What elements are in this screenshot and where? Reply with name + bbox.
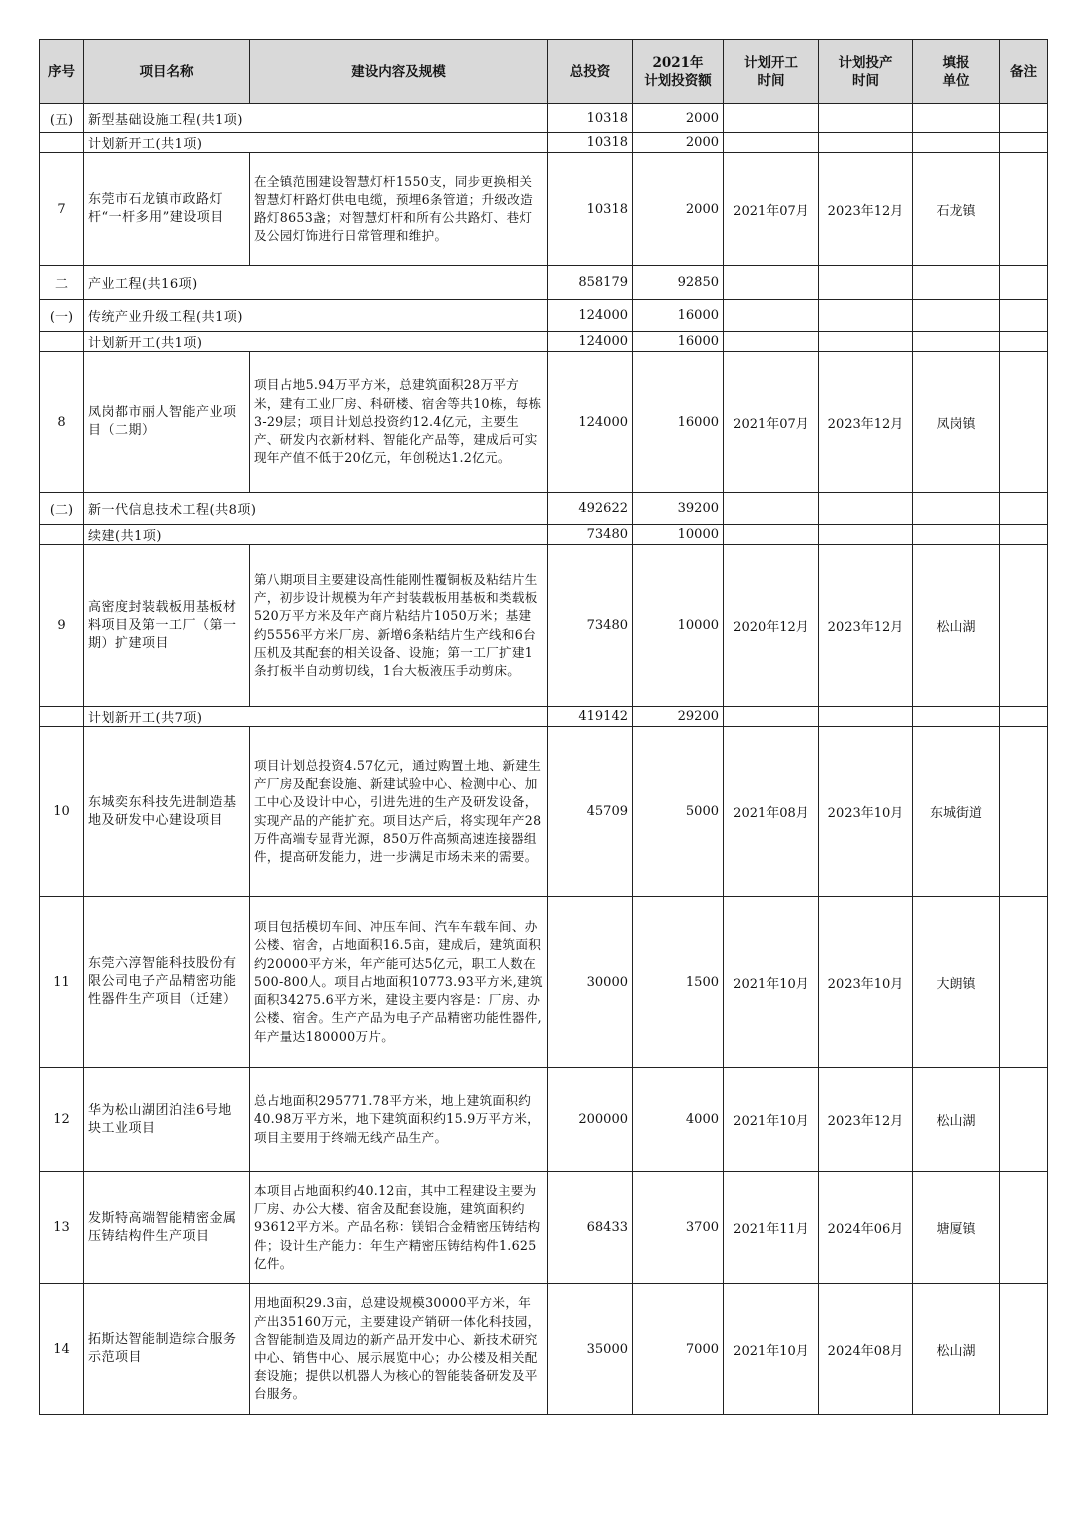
header-plan2021-line1: 2021年 [652,54,704,71]
row-invest: 858179 [548,266,633,300]
row-note [1000,352,1048,493]
row-plan: 39200 [633,493,724,525]
row-seq: (五) [40,104,84,133]
row-seq: 9 [40,545,84,707]
row-seq: (一) [40,300,84,332]
header-name: 项目名称 [84,40,250,104]
row-name: 东莞市石龙镇市政路灯杆“一杆多用”建设项目 [84,153,250,266]
row-name: 续建(共1项) [84,525,548,545]
row-plan: 1500 [633,897,724,1068]
row-invest: 35000 [548,1284,633,1415]
row-invest: 419142 [548,707,633,727]
row-name: 新一代信息技术工程(共8项) [84,493,548,525]
row-unit: 大朗镇 [913,897,1000,1068]
row-seq: 8 [40,352,84,493]
header-invest: 总投资 [548,40,633,104]
row-plan: 3700 [633,1172,724,1284]
row-start: 2020年12月 [724,545,819,707]
header-note: 备注 [1000,40,1048,104]
row-note [1000,1284,1048,1415]
row-name: 华为松山湖团泊洼6号地块工业项目 [84,1068,250,1172]
row-name: 计划新开工(共7项) [84,707,548,727]
row-name: 产业工程(共16项) [84,266,548,300]
sub-row [40,332,1048,352]
row-prod: 2023年12月 [819,545,913,707]
header-plan2021-line2: 计划投资额 [644,72,712,89]
row-content: 用地面积29.3亩，总建设规模30000平方米，年产出35160万元，主要建设产销研一体化科技园，含智能制造及周边的新产品开发中心、新技术研究中心、销售中心、展示展览中心；办公楼及相关配套设施；提供以机器人为核心的智能装备研发及平台服务。 [250,1284,548,1415]
group-row [40,266,1048,300]
row-invest: 30000 [548,897,633,1068]
project-row [40,153,1048,266]
row-invest: 45709 [548,727,633,897]
row-unit: 塘厦镇 [913,1172,1000,1284]
row-note [1000,1172,1048,1284]
row-plan: 10000 [633,545,724,707]
header-unit-line1: 填报 [942,54,970,71]
row-invest: 124000 [548,352,633,493]
row-prod: 2023年12月 [819,153,913,266]
group-row [40,493,1048,525]
row-plan: 5000 [633,727,724,897]
row-seq: 13 [40,1172,84,1284]
row-unit: 松山湖 [913,1284,1000,1415]
header-seq: 序号 [40,40,84,104]
row-invest: 492622 [548,493,633,525]
header-prod-line2: 时间 [852,72,879,89]
row-seq: 14 [40,1284,84,1415]
row-content: 项目计划总投资4.57亿元，通过购置土地、新建生产厂房及配套设施、新建试验中心、检测中心、加工中心及设计中心，引进先进的生产及研发设备，实现产品的产能扩充。项目达产后，将实现年产28万件高端专显背光源，850万件高频高速连接器组件，提高研发能力，进一步满足市场未来的需要。 [250,727,548,897]
row-seq: 二 [40,266,84,300]
row-name: 传统产业升级工程(共1项) [84,300,548,332]
row-seq: 11 [40,897,84,1068]
header-prod-line1: 计划投产 [838,54,893,71]
header-start-line2: 时间 [757,72,785,89]
row-invest: 10318 [548,153,633,266]
row-invest: 68433 [548,1172,633,1284]
project-row [40,352,1048,493]
row-prod: 2024年08月 [819,1284,913,1415]
row-invest: 124000 [548,300,633,332]
row-plan: 16000 [633,352,724,493]
row-unit: 东城街道 [913,727,1000,897]
group-row [40,300,1048,332]
header-content: 建设内容及规模 [250,40,548,104]
project-row [40,1284,1048,1415]
row-unit: 石龙镇 [913,153,1000,266]
row-start: 2021年10月 [724,1284,819,1415]
group-row [40,104,1048,133]
row-note [1000,1068,1048,1172]
project-row [40,1172,1048,1284]
project-row [40,897,1048,1068]
row-name: 新型基础设施工程(共1项) [84,104,548,133]
row-note [1000,727,1048,897]
row-start: 2021年10月 [724,1068,819,1172]
row-unit: 凤岗镇 [913,352,1000,493]
sub-row [40,707,1048,727]
row-plan: 2000 [633,153,724,266]
row-prod: 2023年12月 [819,1068,913,1172]
row-plan: 29200 [633,707,724,727]
row-unit: 松山湖 [913,545,1000,707]
row-plan: 10000 [633,525,724,545]
row-name: 高密度封装载板用基板材料项目及第一工厂（第一期）扩建项目 [84,545,250,707]
row-invest: 124000 [548,332,633,352]
row-plan: 16000 [633,332,724,352]
row-note [1000,897,1048,1068]
row-content: 总占地面积295771.78平方米，地上建筑面积约40.98万平方米，地下建筑面积约15.9万平方米，项目主要用于终端无线产品生产。 [250,1068,548,1172]
row-seq: 10 [40,727,84,897]
row-unit: 松山湖 [913,1068,1000,1172]
project-row [40,1068,1048,1172]
header-plan2021 [633,40,724,104]
row-note [1000,153,1048,266]
header-row [40,40,1048,104]
project-row [40,727,1048,897]
row-name: 凤岗都市丽人智能产业项目（二期） [84,352,250,493]
row-start: 2021年07月 [724,352,819,493]
row-content: 本项目占地面积约40.12亩，其中工程建设主要为厂房、办公大楼、宿舍及配套设施，建筑面积约93612平方米。产品名称：镁铝合金精密压铸结构件；设计生产能力：年生产精密压铸结构件1.625亿件。 [250,1172,548,1284]
row-prod: 2023年12月 [819,352,913,493]
row-start: 2021年10月 [724,897,819,1068]
row-plan: 2000 [633,133,724,153]
row-content: 项目占地5.94万平方米，总建筑面积28万平方米，建有工业厂房、科研楼、宿舍等共10栋，每栋3-29层；项目计划总投资约12.4亿元，主要生产、研发内衣新材料、智能化产品等，建成后可实现年产值不低于20亿元，年创税达1.2亿元。 [250,352,548,493]
row-note [1000,545,1048,707]
row-invest: 73480 [548,545,633,707]
row-invest: 200000 [548,1068,633,1172]
project-table [39,39,1048,1415]
row-start: 2021年08月 [724,727,819,897]
project-row [40,545,1048,707]
row-prod: 2023年10月 [819,727,913,897]
header-start [724,40,819,104]
row-seq: 7 [40,153,84,266]
row-name: 东莞六淳智能科技股份有限公司电子产品精密功能性器件生产项目（迁建） [84,897,250,1068]
row-prod: 2024年06月 [819,1172,913,1284]
row-plan: 2000 [633,104,724,133]
row-plan: 16000 [633,300,724,332]
row-seq: (二) [40,493,84,525]
sub-row [40,133,1048,153]
row-name: 东城奕东科技先进制造基地及研发中心建设项目 [84,727,250,897]
row-invest: 10318 [548,133,633,153]
header-unit [913,40,1000,104]
row-plan: 92850 [633,266,724,300]
sub-row [40,525,1048,545]
row-plan: 4000 [633,1068,724,1172]
header-prod [819,40,913,104]
row-invest: 10318 [548,104,633,133]
row-plan: 7000 [633,1284,724,1415]
header-unit-line2: 单位 [942,72,970,89]
row-start: 2021年07月 [724,153,819,266]
row-content: 第八期项目主要建设高性能刚性覆铜板及粘结片生产，初步设计规模为年产封装载板用基板和类载板520万平方米及年产商片粘结片1050万米；基建约5556平方米厂房、新增6条粘结片生产线和6台压机及其配套的相关设备、设施；第一工厂扩建1条打板半自动剪切线，1台大板液压手动剪床。 [250,545,548,707]
row-name: 计划新开工(共1项) [84,332,548,352]
row-start: 2021年11月 [724,1172,819,1284]
row-name: 发斯特高端智能精密金属压铸结构件生产项目 [84,1172,250,1284]
row-content: 项目包括模切车间、冲压车间、汽车车载车间、办公楼、宿舍，占地面积16.5亩，建成后，建筑面积约20000平方米，年产能可达5亿元，职工人数在500-800人。项目占地面积10773.93平方米,建筑面积34275.6平方米，建设主要内容是：厂房、办公楼、宿舍。生产产品为电子产品精密功能性器件,年产量达180000万片。 [250,897,548,1068]
row-invest: 73480 [548,525,633,545]
row-name: 计划新开工(共1项) [84,133,548,153]
row-name: 拓斯达智能制造综合服务示范项目 [84,1284,250,1415]
header-start-line1: 计划开工 [744,54,798,71]
row-seq: 12 [40,1068,84,1172]
row-content: 在全镇范围建设智慧灯杆1550支，同步更换相关智慧灯杆路灯供电电缆，预埋6条管道；升级改造路灯8653盏；对智慧灯杆和所有公共路灯、巷灯及公园灯饰进行日常管理和维护。 [250,153,548,266]
row-prod: 2023年10月 [819,897,913,1068]
